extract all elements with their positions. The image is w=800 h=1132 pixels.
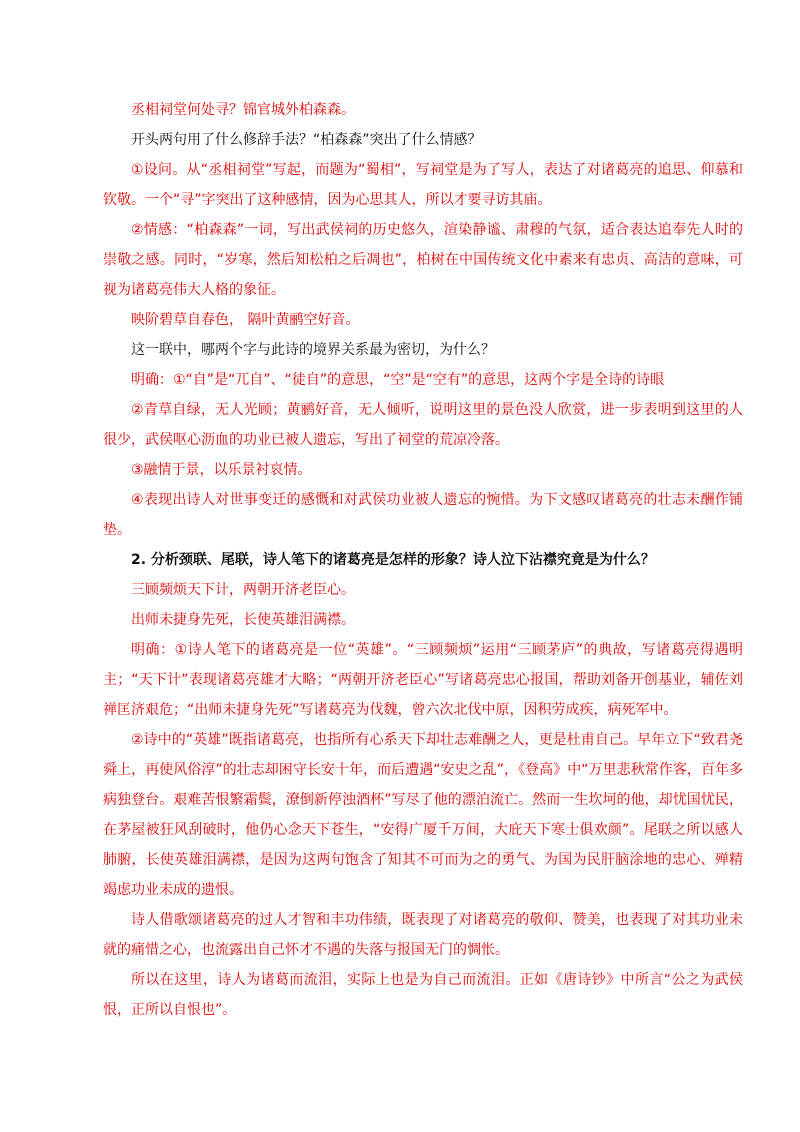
- answer-2-2: ②青草自绿，无人光顾；黄鹂好音，无人倾听，说明这里的景色没人欣赏，进一步表明到这里的人很少，武侯呕心沥血的功业已被人遗忘，写出了祠堂的荒凉冷落。: [103, 402, 743, 448]
- summary-paragraph-1: 诗人借歌颂诸葛亮的过人才智和丰功伟绩，既表现了对诸葛亮的敬仰、赞美，也表现了对其功业未就的痛惜之心，也流露出自己怀才不遇的失落与报国无门的惆怅。: [103, 912, 743, 958]
- summary-paragraph-2: 所以在这里，诗人为诸葛而流泪，实际上也是为自己而流泪。正如《唐诗钞》中所言“公之为武侯恨，正所以自恨也”。: [103, 972, 743, 1018]
- question-1: 开头两句用了什么修辞手法？“柏森森”突出了什么情感？: [131, 132, 482, 148]
- section-heading-2: 2. 分析颈联、尾联，诗人笔下的诸葛亮是怎样的形象？诗人泣下沾襟究竟是为什么？: [131, 552, 655, 568]
- answer-2-3: ③融情于景，以乐景衬哀情。: [131, 462, 312, 478]
- poem-line-2: 映阶碧草自春色， 隔叶黄鹂空好音。: [131, 312, 360, 328]
- answer-3-1: 明确：①诗人笔下的诸葛亮是一位“英雄”。“三顾频烦”运用“三顾茅庐”的典故，写诸葛亮得遇明主；“天下计”表现诸葛亮雄才大略；“两朝开济老臣心”写诸葛亮忠心报国，帮助刘备开创基业，辅佐刘禅匡济艰危；“出师未捷身先死”写诸葛亮为伐魏，曾六次北伐中原，因积劳成疾，病死军中。: [103, 642, 743, 718]
- document-body: [103, 95, 743, 1025]
- poem-line-1: 丞相祠堂何处寻？锦官城外柏森森。: [131, 102, 355, 118]
- answer-1-2: ②情感：“柏森森”一词，写出武侯祠的历史悠久，渲染静谧、肃穆的气氛，适合表达追奉先人时的崇敬之感。同时，“岁寒，然后知松柏之后凋也”，柏树在中国传统文化中素来有忠贞、高洁的意味，可视为诸葛亮伟大人格的象征。: [103, 222, 743, 298]
- answer-3-2: ②诗中的“英雄”既指诸葛亮，也指所有心系天下却壮志难酬之人，更是杜甫自己。早年立下“致君尧舜上，再使风俗淳”的壮志却困守长安十年，而后遭遇“安史之乱”，《登高》中“万里悲秋常作客，百年多病独登台。艰难苦恨繁霜鬓，潦倒新停浊酒杯”写尽了他的漂泊流亡。然而一生坎坷的他，却忧国忧民，在茅屋被狂风刮破时，他仍心念天下苍生，“安得广厦千万间，大庇天下寒士俱欢颜”。尾联之所以感人肺腑，长使英雄泪满襟，是因为这两句饱含了知其不可而为之的勇气、为国为民肝脑涂地的忠心、殚精竭虑功业未成的遗恨。: [103, 732, 743, 898]
- poem-line-3: 三顾频烦天下计，两朝开济老臣心。: [131, 582, 355, 598]
- question-2: 这一联中，哪两个字与此诗的境界关系最为密切，为什么？: [131, 342, 495, 358]
- answer-1-1: ①设问。从“丞相祠堂”写起，而题为“蜀相”，写祠堂是为了写人，表达了对诸葛亮的追思、仰慕和钦敬。一个“寻”字突出了这种感情，因为心思其人，所以才要寻访其庙。: [103, 162, 743, 208]
- poem-line-4: 出师未捷身先死，长使英雄泪满襟。: [131, 612, 355, 628]
- answer-2-1: 明确：①“自”是“兀自”、“徒自”的意思，“空”是“空有”的意思，这两个字是全诗的诗眼: [131, 372, 665, 388]
- answer-2-4: ④表现出诗人对世事变迁的感慨和对武侯功业被人遗忘的惋惜。为下文感叹诸葛亮的壮志未酬作铺垫。: [103, 492, 743, 538]
